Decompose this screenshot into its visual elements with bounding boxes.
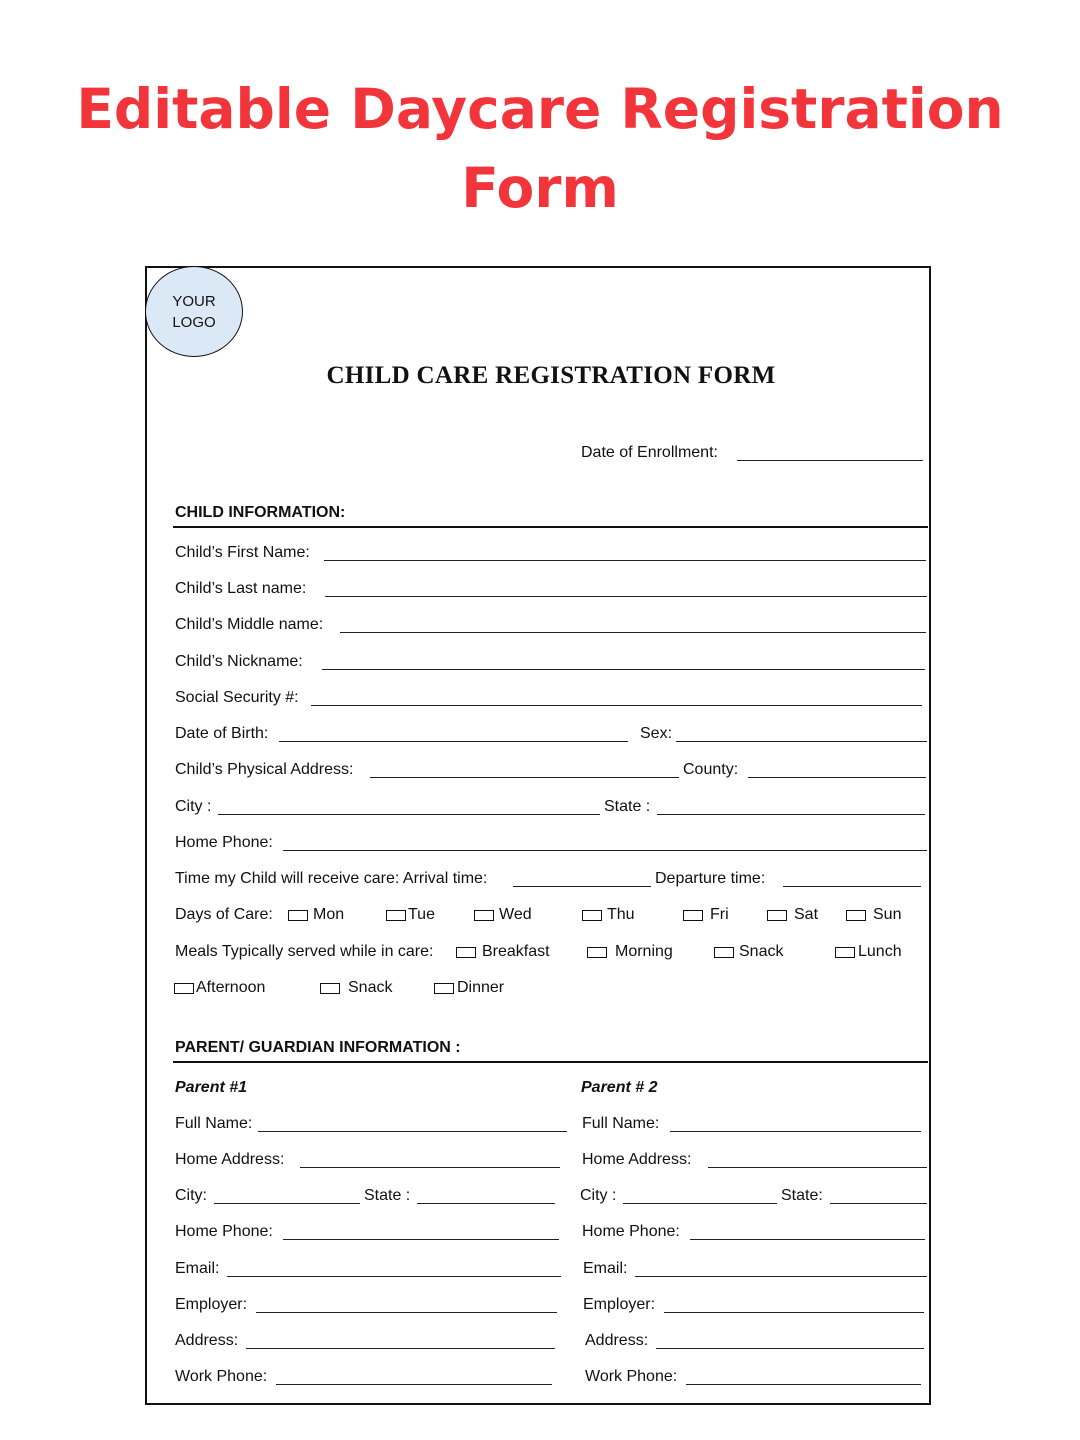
p2-address-field[interactable] bbox=[656, 1348, 924, 1349]
departure-time-label: Departure time: bbox=[655, 870, 766, 887]
checkbox-wed[interactable] bbox=[474, 910, 494, 921]
p1-work-phone-field[interactable] bbox=[276, 1384, 552, 1385]
p1-city-field[interactable] bbox=[214, 1203, 360, 1204]
middle-name-label: Child’s Middle name: bbox=[175, 616, 324, 633]
child-info-heading: CHILD INFORMATION: bbox=[175, 504, 346, 521]
day-sat-label: Sat bbox=[794, 906, 819, 923]
p2-state-label: State: bbox=[781, 1187, 823, 1204]
logo-text-line-1: YOUR bbox=[172, 292, 216, 310]
meals-label: Meals Typically served while in care: bbox=[175, 943, 434, 960]
checkbox-fri[interactable] bbox=[683, 910, 703, 921]
form-title: CHILD CARE REGISTRATION FORM bbox=[326, 362, 776, 389]
first-name-label: Child’s First Name: bbox=[175, 544, 310, 561]
county-field[interactable] bbox=[748, 777, 926, 778]
physical-address-field[interactable] bbox=[370, 777, 679, 778]
p2-work-phone-label: Work Phone: bbox=[585, 1368, 678, 1385]
county-label: County: bbox=[683, 761, 739, 778]
p2-city-field[interactable] bbox=[623, 1203, 777, 1204]
sex-label: Sex: bbox=[640, 725, 673, 742]
p2-full-name-field[interactable] bbox=[670, 1131, 921, 1132]
meal-lunch-label: Lunch bbox=[858, 943, 902, 960]
logo-placeholder bbox=[145, 266, 243, 357]
p2-email-field[interactable] bbox=[635, 1276, 927, 1277]
p1-employer-label: Employer: bbox=[175, 1296, 248, 1313]
p2-city-label: City : bbox=[580, 1187, 617, 1204]
p2-home-phone-field[interactable] bbox=[690, 1239, 925, 1240]
sex-field[interactable] bbox=[676, 741, 927, 742]
ssn-field[interactable] bbox=[311, 705, 922, 706]
last-name-field[interactable] bbox=[325, 596, 927, 597]
home-phone-field[interactable] bbox=[283, 850, 927, 851]
p1-home-address-field[interactable] bbox=[300, 1167, 560, 1168]
dob-field[interactable] bbox=[279, 741, 628, 742]
p2-state-field[interactable] bbox=[830, 1203, 927, 1204]
p1-full-name-field[interactable] bbox=[258, 1131, 567, 1132]
enrollment-date-label: Date of Enrollment: bbox=[581, 444, 718, 461]
departure-time-field[interactable] bbox=[783, 886, 921, 887]
ssn-label: Social Security #: bbox=[175, 689, 299, 706]
p1-home-phone-field[interactable] bbox=[283, 1239, 559, 1240]
p1-employer-field[interactable] bbox=[256, 1312, 557, 1313]
enrollment-date-field[interactable] bbox=[737, 460, 923, 461]
logo-text-line-2: LOGO bbox=[172, 313, 216, 331]
p2-home-phone-label: Home Phone: bbox=[582, 1223, 680, 1240]
arrival-time-field[interactable] bbox=[513, 886, 651, 887]
parent-1-title: Parent #1 bbox=[175, 1079, 248, 1096]
home-phone-label: Home Phone: bbox=[175, 834, 273, 851]
middle-name-field[interactable] bbox=[340, 632, 926, 633]
meal-breakfast-label: Breakfast bbox=[482, 943, 550, 960]
checkbox-morning[interactable] bbox=[587, 947, 607, 958]
state-field[interactable] bbox=[657, 814, 925, 815]
checkbox-sat[interactable] bbox=[767, 910, 787, 921]
p2-home-address-label: Home Address: bbox=[582, 1151, 692, 1168]
meal-dinner-label: Dinner bbox=[457, 979, 505, 996]
p2-home-address-field[interactable] bbox=[708, 1167, 927, 1168]
meal-morning-label: Morning bbox=[615, 943, 673, 960]
checkbox-snack-morning[interactable] bbox=[714, 947, 734, 958]
day-wed-label: Wed bbox=[499, 906, 532, 923]
p1-city-label: City: bbox=[175, 1187, 207, 1204]
checkbox-afternoon[interactable] bbox=[174, 983, 194, 994]
p2-email-label: Email: bbox=[583, 1260, 628, 1277]
p2-work-phone-field[interactable] bbox=[686, 1384, 921, 1385]
p2-employer-field[interactable] bbox=[664, 1312, 924, 1313]
day-tue-label: Tue bbox=[408, 906, 435, 923]
p1-state-field[interactable] bbox=[417, 1203, 555, 1204]
dob-label: Date of Birth: bbox=[175, 725, 269, 742]
checkbox-mon[interactable] bbox=[288, 910, 308, 921]
p1-address-field[interactable] bbox=[246, 1348, 555, 1349]
p1-home-phone-label: Home Phone: bbox=[175, 1223, 273, 1240]
p2-address-label: Address: bbox=[585, 1332, 649, 1349]
banner-title-line-1: Editable Daycare Registration bbox=[76, 77, 1004, 141]
state-label: State : bbox=[604, 798, 651, 815]
p2-full-name-label: Full Name: bbox=[582, 1115, 660, 1132]
child-info-divider bbox=[173, 526, 928, 528]
first-name-field[interactable] bbox=[324, 560, 926, 561]
checkbox-lunch[interactable] bbox=[835, 947, 855, 958]
checkbox-tue[interactable] bbox=[386, 910, 406, 921]
meal-snack-2-label: Snack bbox=[348, 979, 393, 996]
checkbox-thu[interactable] bbox=[582, 910, 602, 921]
p1-work-phone-label: Work Phone: bbox=[175, 1368, 268, 1385]
city-field[interactable] bbox=[218, 814, 600, 815]
p1-full-name-label: Full Name: bbox=[175, 1115, 253, 1132]
arrival-time-label: Time my Child will receive care: Arrival time: bbox=[175, 870, 488, 887]
last-name-label: Child’s Last name: bbox=[175, 580, 307, 597]
p2-employer-label: Employer: bbox=[583, 1296, 656, 1313]
checkbox-breakfast[interactable] bbox=[456, 947, 476, 958]
day-mon-label: Mon bbox=[313, 906, 345, 923]
p1-email-label: Email: bbox=[175, 1260, 220, 1277]
p1-home-address-label: Home Address: bbox=[175, 1151, 285, 1168]
parent-info-divider bbox=[173, 1061, 928, 1063]
nickname-field[interactable] bbox=[322, 669, 925, 670]
checkbox-dinner[interactable] bbox=[434, 983, 454, 994]
physical-address-label: Child’s Physical Address: bbox=[175, 761, 354, 778]
checkbox-sun[interactable] bbox=[846, 910, 866, 921]
p1-email-field[interactable] bbox=[227, 1276, 561, 1277]
city-label: City : bbox=[175, 798, 212, 815]
checkbox-snack-afternoon[interactable] bbox=[320, 983, 340, 994]
meal-afternoon-label: Afternoon bbox=[196, 979, 266, 996]
banner-title-line-2: Form bbox=[461, 156, 619, 220]
p1-address-label: Address: bbox=[175, 1332, 239, 1349]
parent-2-title: Parent # 2 bbox=[581, 1079, 658, 1096]
meal-snack-label: Snack bbox=[739, 943, 784, 960]
nickname-label: Child’s Nickname: bbox=[175, 653, 303, 670]
day-fri-label: Fri bbox=[710, 906, 729, 923]
p1-state-label: State : bbox=[364, 1187, 411, 1204]
day-thu-label: Thu bbox=[607, 906, 635, 923]
parent-info-heading: PARENT/ GUARDIAN INFORMATION : bbox=[175, 1039, 461, 1056]
day-sun-label: Sun bbox=[873, 906, 902, 923]
days-of-care-label: Days of Care: bbox=[175, 906, 273, 923]
